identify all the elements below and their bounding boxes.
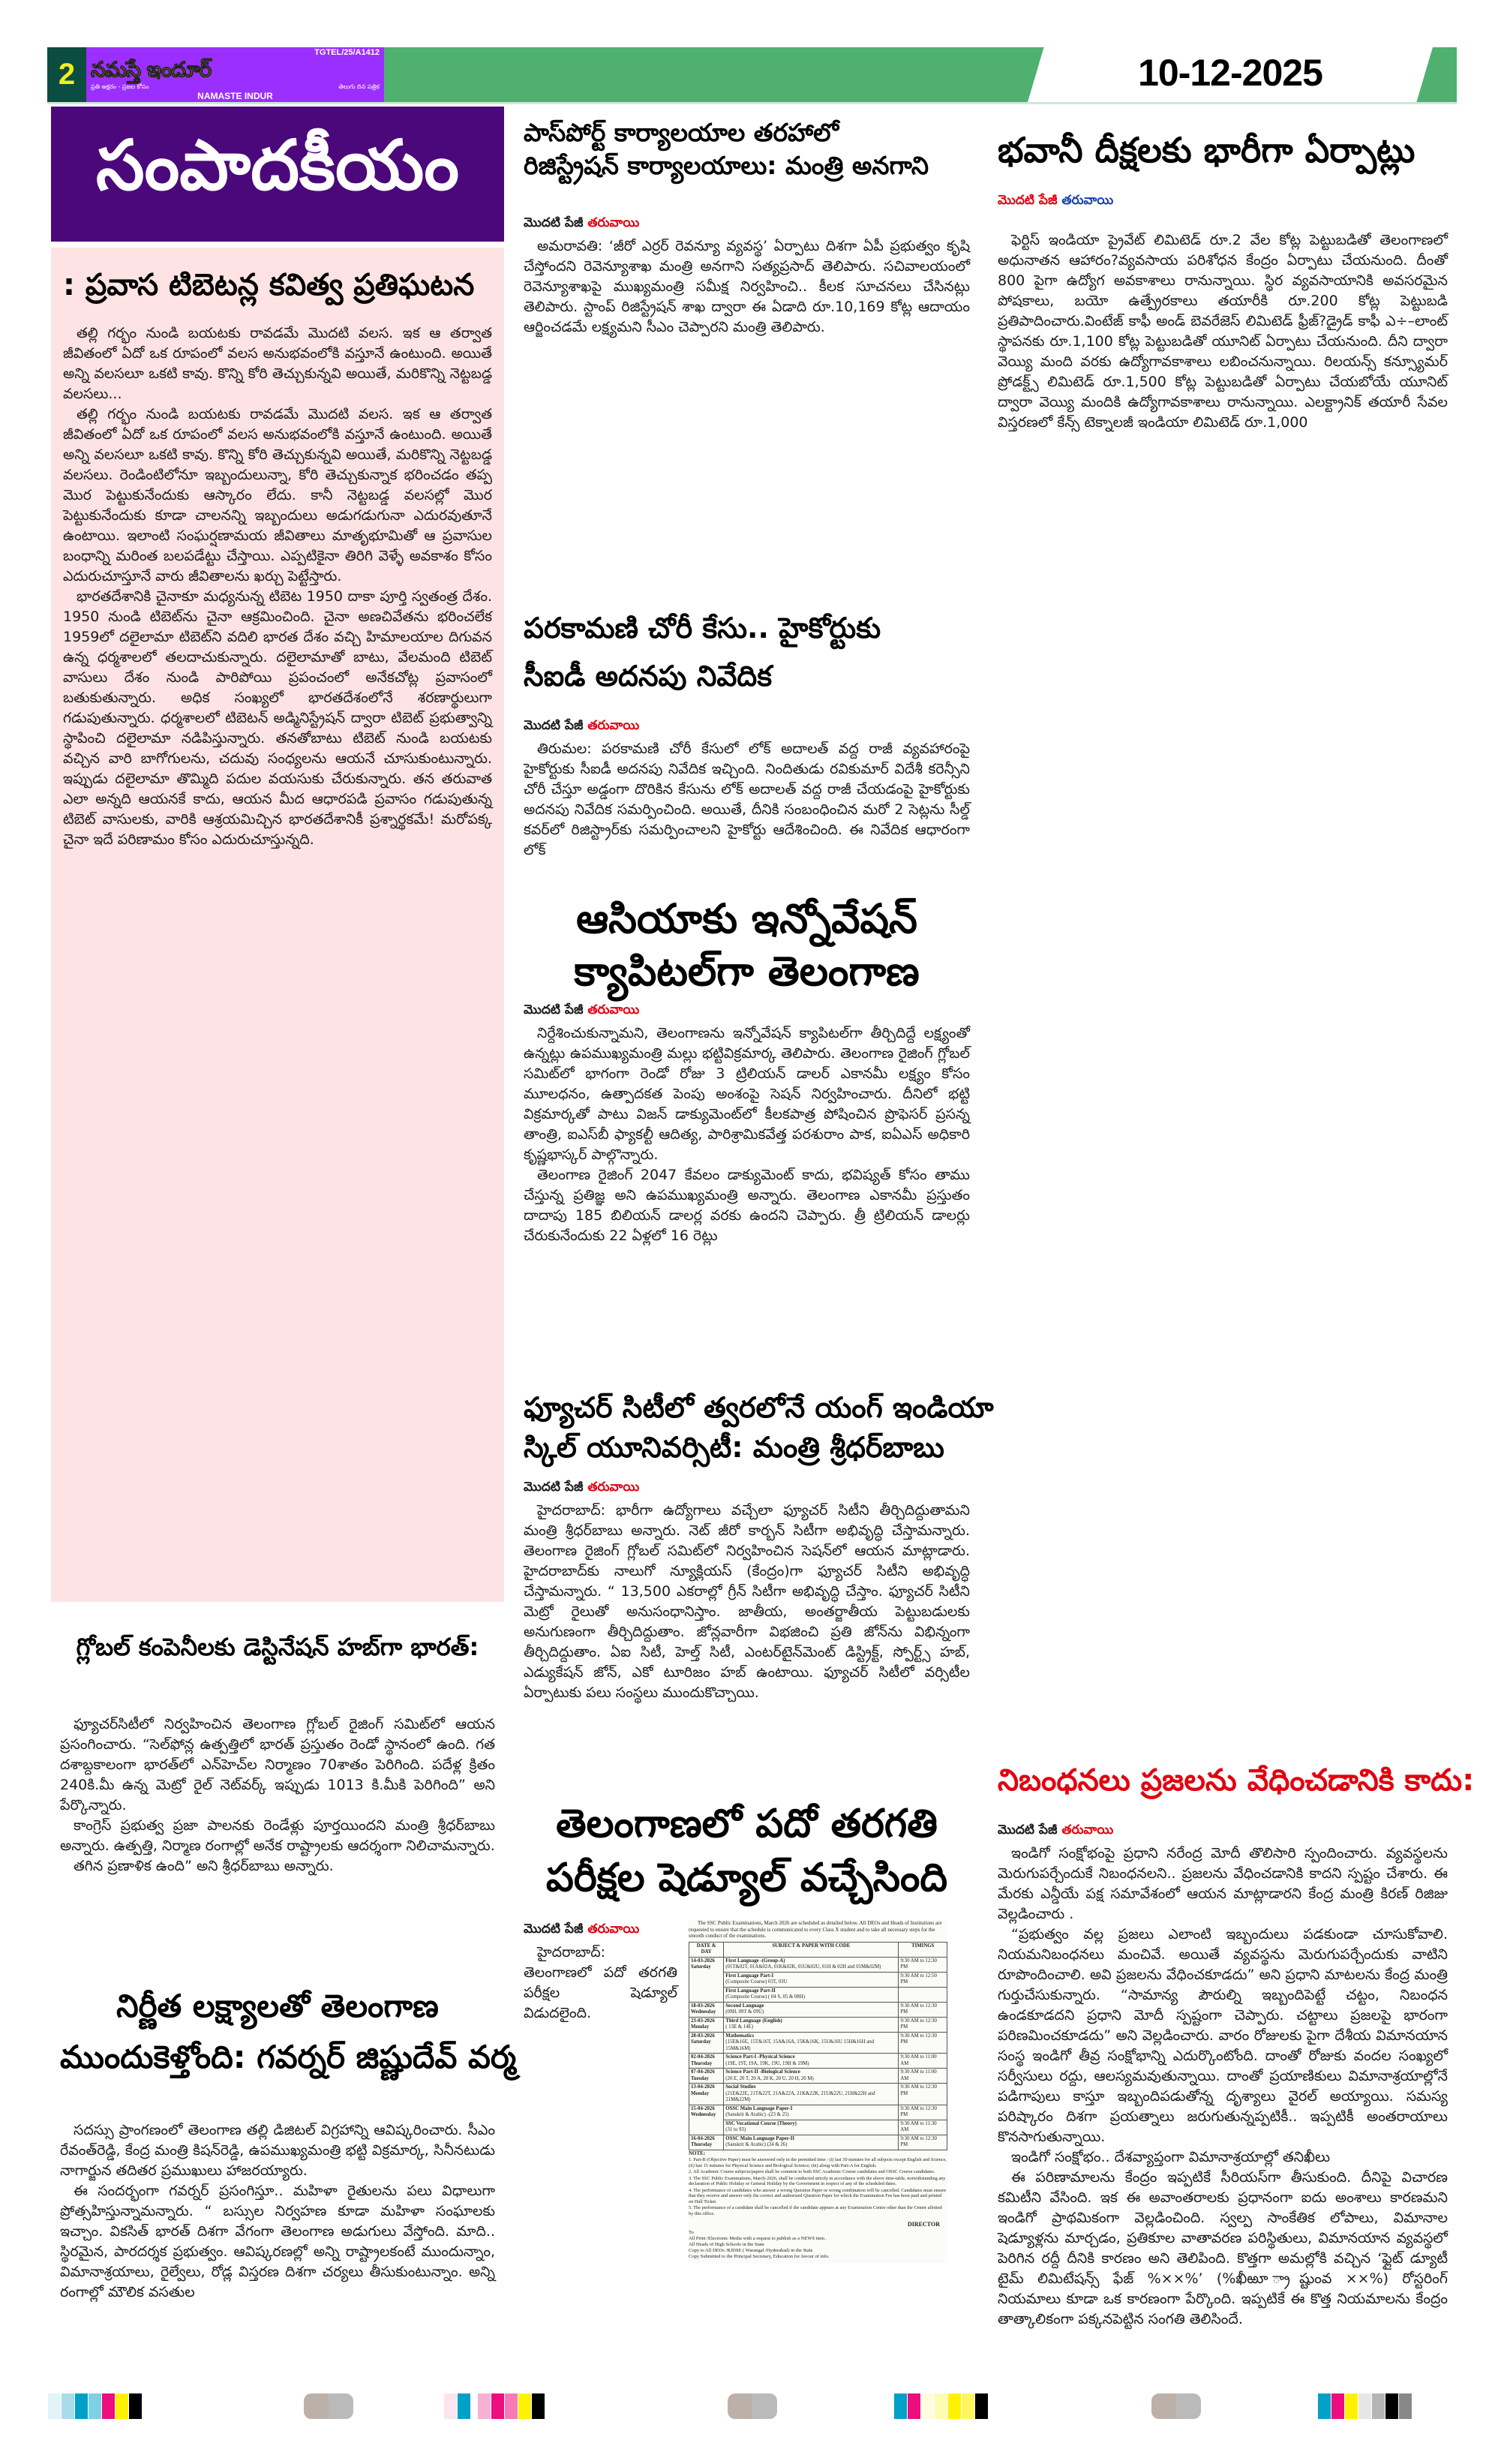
exam-day: Wednesday	[691, 2009, 716, 2015]
paragraph: ఫెర్టిస్ ఇండియా ప్రైవేట్ లిమిటెడ్ రూ.2 వేల కోట్ల పెట్టుబడితో తెలంగాణలో అధునాతన ఆహారం?వ్యవసాయ పరిశోధన కేంద్రం ఏర్పాటు చేయనుంది. దీంతో 800 పైగా ఉద్యోగ అవకాశాలు రానున్నాయి. స్థిర వ్యవసాయానికి అవసరమైన పోషకాలు, బయో ఉత్ప్రేరకాలు తయారీకి రూ.200 కోట్ల పెట్టుబడి ప్రతిపాదించారు.వింటేజ్ కాఫీ అండ్ బెవరేజెస్ లిమిటెడ్ ఫ్రీజ్?డ్రైడ్ కాఫీ ఎ÷–లాంట్ స్థాపనకు రూ.1,100 కోట్ల పెట్టుబడితో యూనిట్ ఏర్పాటు చేయనుంది. దీని ద్వారా వెయ్యి మంది వరకు ఉద్యోగావకాశాలు లబించనున్నాయి. రిలయన్స్ కన్స్యూమర్ ప్రోడక్ట్స్ లిమిటెడ్ రూ.1,500 కోట్ల పెట్టుబడితో ఏర్పాటు చేయబోయే యూనిట్ ద్వారా వెయ్యి మందికి ఉద్యోగావకాశాలు రానున్నాయి. ఎలక్ట్రానిక్ తయారీ సేవల విస్తరణలో కేన్స్ టెక్నాలజీ ఇండియా లిమిటెడ్ రూ.1,000	[998, 232, 1448, 431]
exam-schedule-table	[689, 1942, 947, 2150]
continued-tag	[524, 214, 970, 232]
exam-date: 13-04-2026	[691, 2084, 715, 2090]
exam-subject: OSSC Main Language Paper-I	[725, 2105, 793, 2111]
paragraph: “ప్రభుత్వం వల్ల ప్రజలు ఎలాంటి ఇబ్బందులు పడకుండా చూసుకోవాలి. నియమనిబంధనలు మంచివే. అయితే వ్యవస్థను మెరుగుపర్చేందుకు వాటిని రూపొందించాలి. అవి ప్రజలను వేధించకూడదు” అని ప్రధాని మాటలను కేంద్ర మంత్రి గుర్తుచేసుకున్నారు. “సామాన్య పౌరుల్ని ఇబ్బందిపెట్టే చట్టం, నిబంధన ఉండకూడదని ప్రధాని మోదీ స్పష్టంగా చెప్పారు. చట్టాలు ప్రజలపై భారంగా పరిణమించకూడదు” అని వెల్లడించారు. వారం రోజులకు పైగా దేశీయ విమానయాన సంస్థ ఇండిగో తీవ్ర సంక్షోభాన్ని ఎదుర్కొంటోంది. దాంతో రోజుకు వందల సంఖ్యలో సర్వీసులు రద్దు, ఆలస్యమవుతున్నాయి. దాంతో ప్రయాణికులు విమానాశ్రయాల్లోనే పడిగాపులు కాస్తూ ఇబ్బందిపడుతోన్న దృశ్యాలు వైరల్ అయ్యాయి. సమస్య పరిష్కారం దిశగా ప్రయత్నాలు జరుగుతున్నప్పటికీ.. ఇప్పటికీ అంతరాయాలు కొనసాగుతున్నాయి.	[998, 1926, 1448, 2145]
exam-date-cell	[689, 2032, 724, 2054]
exam-date: 16-04-2026	[691, 2135, 715, 2141]
paragraph: భారతదేశానికి చైనాకూ మధ్యనున్న టిబెట 1950 దాకా పూర్తి స్వతంత్ర దేశం. 1950 నుండి టిబెట్‌ను చైనా ఆక్రమించింది. చైనా అణచివేతను భరించలేక 1959లో దలైలామా టిబెట్‌ని వదిలి భారత దేశం వచ్చి హిమాలయాల దిగువన ఉన్న ధర్మశాలలో తలదాచుకున్నారు. దలైలామాతో బాటు, వేలమంది టిబెట్ వాసులు దేశం నుండి పారిపోయి ప్రపంచంలో అనేకచోట్ల ప్రవాసంలో బతుకుతున్నారు. అధిక సంఖ్యలో భారతదేశంలోనే శరణార్థులుగా గడుపుతున్నారు. ధర్మశాలలో టిబెటన్ అడ్మినిస్ట్రేషన్ ద్వారా టిబెట్ ప్రభుత్వాన్ని స్థాపించి దలైలామా నడిపిస్తున్నారు. తనతోబాటు టిబెట్ నుండి బయటకు వచ్చిన వారి బాగోగులను, చదువు సంధ్యలను ఆయనే చూసుకుంటున్నారు. ఇప్పుడు దలైలామా తొమ్మిది పదుల వయసుకు చేరుకున్నారు. తన తరువాత ఎలా అన్నది ఆయనకే కాదు, ఆయన మీద ఆధారపడి ప్రవాసం గడుపుతున్న టిబెట్ వాసులకు, వారికి ఆశ్రయమిచ్చిన భారతదేశానికీ ప్రశ్నార్థకమే! మరోపక్క చైనా ఇదే పరిణామం కోసం ఎదురుచూస్తున్నది.	[63, 588, 492, 848]
schedule-row	[689, 2017, 947, 2032]
continued-tag	[998, 191, 1448, 209]
paragraph: తిరుమల: పరకామణి చోరీ కేసులో లోక్ అదాలత్ వద్ద రాజీ వ్యవహారంపై హైకోర్టుకు సీఐడీ అదనపు నివేదిక ఇచ్చింది. నిందితుడు రవికుమార్ విదేశీ కరెన్సీని చోరీ చేస్తూ అడ్డంగా దొరికిన కేసును లోక్ అదాలత్ వద్ద రాజీ చేయడంపై హైకోర్టుకు అదనపు నివేదిక సమర్పించింది. అయితే, దీనికి సంబంధించిన మరో 2 సెట్లను సీల్డ్ కవర్‌లో రిజిస్ట్రార్‌కు సమర్పించాలని హైకోర్టు ఆదేశించింది. ఈ నివేదిక ఆధారంగా లోక్	[524, 741, 970, 858]
article-indigo-rules	[998, 1759, 1475, 2330]
exam-timing: 9:30 AM to 11:30 AM	[899, 2120, 947, 2135]
page-number: 2	[47, 47, 86, 102]
paragraph: కాంగ్రెస్ ప్రభుత్వ ప్రజా పాలనకు రెండేళ్లు పూర్తయిందని మంత్రి శ్రీధర్‌బాబు అన్నారు. ఉత్పత్తి, నిర్మాణ రంగాల్లో అనేక రాష్ట్రాలకు ఆదర్శంగా నిలిచామన్నారు.	[60, 1817, 495, 1854]
continued-from-label: మొదటి పేజీ	[524, 1002, 584, 1017]
exam-subject: Third Language (English)	[725, 2018, 782, 2024]
exam-date: 14-03-2026	[691, 1958, 715, 1964]
article-headline	[60, 1981, 517, 2083]
exam-date-cell	[689, 2054, 724, 2069]
headline-line: నిబంధనలు ప్రజలను వేధించడానికి కాదు:	[998, 1763, 1475, 1798]
headline-line: స్కిల్ యూనివర్సిటీ: మంత్రి శ్రీధర్‌బాబు	[524, 1431, 944, 1464]
distribution-list	[689, 2230, 947, 2260]
exam-date-cell	[689, 2017, 724, 2032]
schedule-row	[689, 2120, 947, 2135]
exam-subject-cell	[724, 2135, 899, 2150]
exam-subject: Social Studies	[725, 2084, 756, 2090]
exam-day: Saturday	[691, 1964, 711, 1970]
schedule-row	[689, 2105, 947, 2120]
exam-date: 15-04-2026	[691, 2105, 715, 2111]
column-middle	[524, 116, 994, 2263]
exam-code: (31 to 93)	[725, 2127, 746, 2132]
exam-subject: Science Part-I -Physical Science	[725, 2054, 795, 2060]
column-header: TIMINGS	[899, 1942, 947, 1957]
exam-timing: 9:30 AM to 12:30 PM	[899, 2002, 947, 2017]
exam-timing: 9:30 AM to 12:30 PM	[899, 2032, 947, 2054]
continued-suffix: తరువాయి	[587, 1922, 640, 1937]
exam-day: Monday	[691, 2024, 710, 2030]
headline-line: ముందుకెళ్తోంది: గవర్నర్ జిష్ణుదేవ్ వర్మ	[60, 2039, 517, 2075]
exam-day: Tuesday	[691, 2075, 709, 2081]
headline-line: ఆసియాకు ఇన్నోవేషన్	[576, 895, 917, 942]
exam-notes	[689, 2150, 947, 2217]
exam-subject: Mathematics	[725, 2033, 755, 2039]
color-registration-bar	[1318, 2393, 1412, 2419]
exam-subject-cell	[724, 1972, 899, 1987]
distribution-line: To	[689, 2230, 694, 2235]
article-body	[524, 1943, 677, 2024]
article-governor	[51, 1981, 517, 2303]
article-headline	[60, 1632, 495, 1662]
logo-subtitle: తెలుగు దిన పత్రిక	[338, 83, 380, 90]
exam-code: (09H, 09T & 09U)	[725, 2009, 764, 2015]
exam-code: (01T&02T, 01A&02A, 01K&02K, 01U&02U, 01H & 02H and 01M&02M)	[725, 1964, 881, 1970]
registration-mark	[728, 2393, 777, 2419]
article-body	[60, 1714, 495, 1877]
column-header: SUBJECT & PAPER WITH CODE	[724, 1942, 899, 1957]
color-registration-bar	[894, 2393, 988, 2419]
schedule-row	[689, 2002, 947, 2017]
continued-suffix: తరువాయి	[587, 215, 640, 230]
continued-from-label: మొదటి పేజీ	[524, 1480, 584, 1495]
continued-tag	[524, 1478, 970, 1496]
article-body	[524, 1023, 970, 1246]
exam-date-cell	[689, 2105, 724, 2135]
color-registration-bar	[444, 2393, 545, 2419]
article-innovation-capital	[524, 893, 970, 1388]
article-headline	[524, 893, 970, 998]
column-right	[998, 124, 1475, 2330]
exam-note: 5. The performance of a candidate shall be cancelled if the candidate appears at any Examination Centre other than the Centre allotted by this office.	[689, 2205, 942, 2216]
article-body	[524, 236, 970, 338]
schedule-row	[689, 1957, 947, 1972]
editorial-article	[51, 248, 504, 1602]
exam-intro: The SSC Public Examinations, March 2026 are scheduled as detailed below. All DEOs and Heads of Institutions are requested to ensure that the schedule is communicated to every Class X student and to take all necessary steps for the smooth conduct of the examinations.	[689, 1920, 942, 1939]
continued-from-label: మొదటి పేజీ	[524, 215, 584, 230]
exam-note: 2. All Academic Course subjects/papers shall be common to both SSC Academic Course candidates and OSSC Course candidates.	[689, 2169, 935, 2174]
exam-subject-cell	[724, 2084, 899, 2105]
paragraph: అమరావతి: ‘జీరో ఎర్రర్ రెవన్యూ వ్యవస్థ’ ఏర్పాటు దిశగా ఏపీ ప్రభుత్వం కృషి చేస్తోందని రెవెన్యూశాఖ మంత్రి అనగాని సత్యప్రసాద్ తెలిపారు. సచివాలయంలో రెవెన్యూశాఖపై ముఖ్యమంత్రి సమీక్ష నిర్వహించి.. కీలక సూచనలు చేసినట్లు తెలిపారు. స్టాంప్ రిజిస్ట్రేషన్ శాఖ ద్వారా ఈ ఏడాది రూ.10,169 కోట్ల ఆదాయం ఆర్జించడమే లక్ష్యమని సీఎం చెప్పారని మంత్రి తెలిపారు.	[524, 238, 970, 335]
article-headline	[524, 604, 970, 700]
article-headline	[524, 116, 970, 182]
article-headline	[998, 124, 1448, 176]
color-registration-bar	[48, 2393, 142, 2419]
paragraph: ఈ సందర్భంగా గవర్నర్ ప్రసంగిస్తూ.. మహిళా రైతులను పలు విధాలుగా ప్రోత్సహిస్తున్నామన్నారు. “ బస్సుల నిర్వహణ కూడా మహిళా సంఘాలకు ఇచ్చాం. వికసిత్ భారత్ దిశగా వేగంగా తెలంగాణ అడుగులు వేస్తోంది. మాది.. స్థిరమైన, పారదర్శక ప్రభుత్వం. ఆవిష్కరణల్లో అన్ని రాష్ట్రాలకంటే ముందున్నాం, విమానాశ్రయాలు, రైల్వేలు, రోడ్ల విస్తరణ దిశగా చర్యలు తీసుకుంటున్నాం. అన్ని రంగాల్లో మౌలిక వసతుల	[60, 2183, 495, 2300]
headline-line: ఫ్యూచర్ సిటీలో త్వరలోనే యంగ్ ఇండియా	[524, 1391, 994, 1424]
article-parakamani-case	[524, 604, 970, 893]
exam-code: (Composite Course) 03T, 03U	[725, 1979, 788, 1985]
exam-subject-cell	[724, 2017, 899, 2032]
exam-code: (19E, 19T, 19A, 19K, 19U, 19H & 19M)	[725, 2060, 809, 2066]
schedule-row	[689, 2084, 947, 2105]
continued-from-label: మొదటి పేజీ	[998, 193, 1058, 208]
paragraph: ఫ్యూచర్‌సిటీలో నిర్వహించిన తెలంగాణ గ్లోబల్ రైజింగ్ సమిట్‌లో ఆయన ప్రసంగించారు. “సెల్‌ఫోన్ల ఉత్పత్తిలో భారత్ ప్రస్తుతం రెండో స్థానంలో ఉంది. గత దశాబ్దకాలంగా భారత్‌లో ఎన్‌హెచ్‌ల నిర్మాణం 70శాతం పెరిగింది. పదేళ్ల క్రితం 240కి.మీ ఉన్న మెట్రో రైల్ నెట్‌వర్క్ ఇప్పుడు 1013 కి.మీకి పెరిగింది” అని పేర్కొన్నారు.	[60, 1716, 495, 1813]
headline-line: క్యాపిటల్‌గా తెలంగాణ	[574, 948, 920, 995]
article-body	[524, 739, 970, 861]
paragraph: ఈ పరిణామాలను కేంద్రం ఇప్పటికే సీరియస్‌గా తీసుకుంది. దీనిపై విచారణ కమిటీని వేసింది. ఇక ఈ అవాంతరాలకు ప్రధానంగా ఐదు అంశాలు కారణమని ఇండిగో ప్రాథమికంగా వెల్లడించింది. స్వల్ప సాంకేతిక లోపాలు, విమానాల షెడ్యూళ్లను మార్చడం, ప్రతికూల వాతావరణ పరిస్థితులు, విమానయాన వ్యవస్థలో పెరిగిన రద్దీ దీనికి కారణం అని తెలిపింది. కొత్తగా అమల్లోకి వచ్చిన ‘ఫ్లైట్ డ్యూటీ టైమ్ లిమిటేషన్స్ ఫేజ్ %××%’ (%ఖీఱూ ్రాష్టుంవ ××%) రోస్టరింగ్ నియమాలు కూడా ఒక కారణంగా పేర్కొంది. ఇప్పటికే ఈ కొత్త నియమాలను కేంద్రం తాత్కాలికంగా పక్కనపెట్టిన సంగతి తెలిసిందే.	[998, 2169, 1448, 2327]
paragraph: తల్లి గర్భం నుండి బయటకు రావడమే మొదటి వలస. ఇక ఆ తర్వాత జీవితంలో ఏదో ఒక రూపంలో వలస అనుభవంలోకి వస్తూనే ఉంటుంది. అయితే అన్ని వలసలూ ఒకటి కావు. కొన్ని కోరి తెచ్చుకున్నవి అయితే, మరికొన్ని నెట్టబడ్డ వలసలు. రెండింటిలోనూ ఇబ్బందులున్నా, కోరి తెచ్చుకున్నాక భరించడం తప్ప మొర పెట్టుకునేందుకు ఆస్కారం లేదు. కానీ నెట్టబడ్డ వలసల్లో మొర పెట్టుకునేందుకు కూడా చాలనన్ని ఇబ్బందులు అడుగడుగునా ఎదురవుతూనే ఉంటాయి. ఇలాంటి సంఘర్షణామయ జీవితాలు మాతృభూమితో ఆ ప్రవాసుల బంధాన్ని మరింత బలపడేట్టు చేస్తాయి. ఎప్పటికైనా తిరిగి వెళ్ళే అవకాశం కోసం ఎదురుచూస్తూనే వారు జీవితాలను ఖర్చు పెట్టేస్తారు.	[63, 406, 492, 584]
article-headline	[998, 1759, 1475, 1801]
article-passport-offices	[524, 116, 970, 604]
exam-subject-cell	[724, 2054, 899, 2069]
exam-subject-cell	[724, 1957, 899, 1972]
distribution-line: Copy to All DEOs /RJDSE ( Warangal /Hyderabad) in the State	[689, 2248, 813, 2253]
continued-suffix: తరువాయి	[587, 1002, 640, 1017]
exam-note: 3. The SSC Public Examinations, March-2026, shall be conducted strictly in accordance with the above time-table, notwithstanding any declaration of Public Holiday or General Holiday by the Government in respect of any of the scheduled dates.	[689, 2175, 946, 2186]
column-left	[51, 107, 517, 2303]
exam-day: Thursday	[691, 2142, 713, 2147]
paragraph: హైదరాబాద్: తెలంగాణలో పదో తరగతి పరీక్షల షెడ్యూల్ విడుదలైంది.	[524, 1944, 677, 2021]
exam-subject-cell	[724, 2069, 899, 2084]
headline-line: గ్లోబల్ కంపెనీలకు డెస్టినేషన్ హబ్‌గా భారత్:	[76, 1633, 479, 1661]
exam-day: Monday	[691, 2090, 710, 2096]
exam-code: (20 E, 20 T, 20 A, 20 K, 20 U, 20 H, 20 M)	[725, 2075, 814, 2081]
headline-line: నిర్ణీత లక్ష్యాలతో తెలంగాణ	[116, 1988, 439, 2024]
schedule-row	[689, 1987, 947, 2002]
exam-timing: 9:30 AM to 12:30 PM	[899, 2084, 947, 2105]
exam-code: (15E&16E, 15T&16T, 15A&16A, 15K&16K, 15U&16U 15H&16H and 15M&16M)	[725, 2039, 875, 2051]
issue-date: 10-12-2025	[1138, 52, 1322, 94]
article-bhavani-deeksha	[998, 124, 1448, 1759]
paragraph: తల్లి గర్భం నుండి బయటకు రావడమే మొదటి వలస. ఇక ఆ తర్వాత జీవితంలో ఏదో ఒక రూపంలో వలస అనుభవంలోకి వస్తూనే ఉంటుంది. అయితే అన్ని వలసలూ ఒకటి కావు. కొన్ని కోరి తెచ్చుకున్నవి అయితే, మరికొన్ని నెట్టబడ్డ వలసలు...	[63, 325, 492, 402]
exam-date-cell	[689, 2002, 724, 2017]
paragraph: తగిన ప్రణాళిక ఉంది” అని శ్రీధర్‌బాబు అన్నారు.	[74, 1858, 334, 1874]
exam-timing: 9:30 AM to 11:00 AM	[899, 2069, 947, 2084]
logo-tagline: ప్రతి అక్షరం - ప్రజల కోసం	[91, 83, 149, 90]
schedule-row	[689, 2054, 947, 2069]
continued-suffix: తరువాయి	[1061, 193, 1114, 208]
exam-timing: 9:30 AM to 12:30 PM	[899, 2135, 947, 2150]
logo-title: నమస్తే ఇందూర్	[91, 57, 212, 82]
schedule-row	[689, 2135, 947, 2150]
exam-timing	[899, 1987, 947, 2002]
exam-subject-cell	[724, 1987, 899, 2002]
article-body	[60, 2120, 495, 2303]
exam-date: 28-03-2026	[691, 2033, 715, 2039]
paragraph: హైదరాబాద్: భారీగా ఉద్యోగాలు వచ్చేలా ఫ్యూచర్ సిటీని తీర్చిదిద్దుతామని మంత్రి శ్రీధర్‌బాబు అన్నారు. నెట్ జీరో కార్బన్ సిటీగా అభివృద్ధి చేస్తామన్నారు. తెలంగాణ రైజింగ్ గ్లోబల్ సమిట్‌లో నిర్వహించిన సెషన్‌లో ఆయన మాట్లాడారు. హైదరాబాద్‌కు నాలుగో న్యూక్లియస్ (కేంద్రం)గా ఫ్యూచర్ సిటీని అభివృద్ధి చేస్తామన్నారు. “ 13,500 ఎకరాల్లో గ్రీన్ సిటీగా అభివృద్ధి చేస్తాం. ఫ్యూచర్ సిటీని మెట్రో రైలుతో అనుసంధానిస్తాం. జాతీయ, అంతర్జాతీయ పెట్టుబడులకు అనుగుణంగా తీర్చిదిద్దుతాం. జోన్లవారీగా విభజించి ప్రతి జోన్‌ను విభిన్నంగా తీర్చిదిద్దుతాం. ఏఐ సిటీ, హెల్త్ సిటీ, ఎంటర్‌టైన్‌మెంట్ డిస్ట్రిక్ట్, స్పోర్ట్స్ హబ్, ఎడ్యుకేషన్ జోన్, ఎకో టూరిజం హబ్ ఉంటాయి. ఫ్యూచర్ సిటీలో వర్సిటీల ఏర్పాటుకు పలు సంస్థలు ముందుకొచ్చాయి.	[524, 1502, 970, 1701]
exam-timing: 9:30 AM to 12:50 PM	[899, 1972, 947, 1987]
exam-timing: 9:30 AM to 12:30 PM	[899, 1957, 947, 1972]
paragraph: నిర్దేశించుకున్నామని, తెలంగాణను ఇన్నోవేషన్ క్యాపిటల్‌గా తీర్చిదిద్దే లక్ష్యంతో ఉన్నట్లు ఉపముఖ్యమంత్రి మల్లు భట్టివిక్రమార్క తెలిపారు. తెలంగాణ రైజింగ్ గ్లోబల్ సమిట్‌లో భాగంగా రెండో రోజు 3 ట్రిలియన్ డాలర్ ఎకానమీ లక్ష్యం కోసం మూలధనం, ఉత్పాదకత పెంపు అంశంపై సెషన్ నిర్వహించారు. దీనిలో భట్టి విక్రమార్కతో పాటు విజన్ డాక్యుమెంట్‌లో కీలకపాత్ర పోషించిన ప్రొఫెసర్ ప్రసన్న తాంత్రి, ఐఎస్‌బీ ఫ్యాకల్టీ ఆదిత్య, పారిశ్రామికవేత్త పరశురాం పాక, ఐఏఎస్ అధికారి కృష్ణభాస్కర్ పాల్గొన్నారు.	[524, 1025, 970, 1163]
exam-subject: Science Part-II -Biological Science	[725, 2069, 800, 2075]
continued-tag	[998, 1821, 1448, 1839]
continued-suffix: తరువాయి	[1061, 1822, 1114, 1837]
paragraph: సదస్సు ప్రాంగణంలో తెలంగాణ తల్లి డిజిటల్ విగ్రహాన్ని ఆవిష్కరించారు. సీఎం రేవంత్‌రెడ్డి, కేంద్ర మంత్రి కిషన్‌రెడ్డి, ఉపముఖ్యమంత్రి భట్టి విక్రమార్క, సినీనటుడు నాగార్జున తదితర ప్రముఖులు హాజరయ్యారు.	[60, 2122, 495, 2179]
continued-tag	[524, 1001, 970, 1019]
masthead-logo	[86, 47, 384, 102]
schedule-row	[689, 2032, 947, 2054]
article-global-companies	[51, 1602, 504, 1981]
logo-english-name: NAMASTE INDUR	[197, 91, 273, 101]
exam-date: 23-03-2026	[691, 2018, 715, 2024]
exam-date: 07-04-2026	[691, 2069, 715, 2075]
exam-note: 4. The performance of candidates who answer a wrong Question Paper or wrong combination will be cancelled. Candidates must ensure that they receive and answer only the correct and authorized Question Paper for which the Examination Fee has been paid and printed on Hall Ticket.	[689, 2187, 947, 2204]
exam-date-cell	[689, 1957, 724, 2002]
paragraph: తెలంగాణ రైజింగ్ 2047 కేవలం డాక్యుమెంట్ కాదు, భవిష్యత్ కోసం తాము చేస్తున్న ప్రతిజ్ఞ అని ఉపముఖ్యమంత్రి అన్నారు. తెలంగాణ ఎకానమీ ప్రస్తుతం దాదాపు 185 బిలియన్ డాలర్ల వరకు ఉందని చెప్పారు. త్రీ ట్రిలియన్ డాలర్లు చేరుకునేందుకు 22 ఏళ్లలో 16 రెట్లు	[524, 1167, 970, 1244]
exam-subject: SSC Vocational Course (Theory)	[725, 2120, 797, 2126]
headline-line: పరకామణి చోరీ కేసు.. హైకోర్టుకు	[524, 611, 881, 645]
exam-subject: First Language Part-I	[725, 1973, 774, 1979]
exam-timing: 9:30 AM to 12:30 PM	[899, 2017, 947, 2032]
exam-subject: First Language -(Group-A)	[725, 1958, 785, 1964]
article-body	[524, 1501, 970, 1703]
headline-line: తెలంగాణలో పదో తరగతి	[556, 1801, 938, 1846]
distribution-line: All Print /Electronic Media with a request to publish as a NEWS item .	[689, 2236, 827, 2241]
exam-date: 18-03-2026	[691, 2003, 715, 2009]
signatory: DIRECTOR	[908, 2221, 940, 2228]
distribution-line: All Heads of High Schools in the State	[689, 2242, 764, 2247]
article-ssc-schedule	[524, 1797, 970, 2263]
editorial-body	[63, 323, 492, 850]
headline-line: పరీక్షల షెడ్యూల్ వచ్చేసింది	[545, 1856, 948, 1901]
registration-mark	[1151, 2393, 1201, 2419]
article-headline	[524, 1388, 994, 1468]
article-skill-university	[524, 1388, 994, 1797]
continued-tag	[524, 1920, 677, 1938]
paragraph: ఇండిగో సంక్షోభం.. దేశవ్యాప్తంగా విమానాశ్రయాల్లో తనిఖీలు	[1011, 2149, 1331, 2165]
exam-date-cell	[689, 2069, 724, 2084]
continued-suffix: తరువాయి	[587, 718, 640, 733]
headline-line: భవానీ దీక్షలకు భారీగా ఏర్పాట్లు	[998, 130, 1415, 170]
exam-subject: First Language Part-II	[725, 1988, 776, 1994]
column-header: DATE & DAY	[689, 1942, 724, 1957]
exam-date: 02-04-2026	[691, 2054, 715, 2060]
continued-from-label: మొదటి పేజీ	[998, 1822, 1058, 1837]
headline-line: సీఐడీ అదనపు నివేదిక	[524, 660, 773, 693]
exam-subject: Second Language	[725, 2003, 764, 2009]
exam-code: (21E&22E, 21T&22T, 21A&22A, 21K&22K, 21U&22U, 21H&22H and 21M&22M)	[725, 2090, 875, 2102]
exam-code: (Composite Course) ( 04 S, 05 & 08H)	[725, 1994, 806, 2000]
continued-from-label: మొదటి పేజీ	[524, 1922, 584, 1937]
exam-code: ( 13E & 14E)	[725, 2024, 754, 2030]
continued-tag	[524, 717, 970, 735]
exam-date-cell	[689, 2084, 724, 2105]
exam-day: Wednesday	[691, 2112, 716, 2117]
distribution-line: Copy Submitted to the Principal Secretary, Education for favour of info.	[689, 2254, 830, 2259]
headline-line: రిజిస్ట్రేషన్ కార్యాలయాలు: మంత్రి అనగాని	[524, 151, 929, 180]
exam-subject-cell	[724, 2120, 899, 2135]
exam-timing: 9:30 AM to 12:30 PM	[899, 2105, 947, 2120]
continued-from-label: మొదటి పేజీ	[524, 718, 584, 733]
header-divider	[47, 102, 1457, 104]
exam-note: 1. Part-B (Objective Paper) must be answered only in the permitted time : (i) last 30 minutes for all subjects except English and Science, (ii) last 15 minutes for Physical Science and Biological Science; (iii) along with Part-A for English.	[689, 2157, 947, 2168]
article-body	[998, 1843, 1448, 2330]
exam-schedule-image	[689, 1920, 947, 2263]
registration-mark	[304, 2393, 353, 2419]
continued-suffix: తరువాయి	[587, 1480, 640, 1495]
schedule-row	[689, 2069, 947, 2084]
article-headline	[524, 1797, 970, 1905]
schedule-row	[689, 1972, 947, 1987]
article-body	[998, 230, 1448, 433]
exam-subject: OSSC Main Language Paper-II	[725, 2135, 794, 2141]
editorial-headline: : ప్రవాస టిబెటన్ల కవిత్వ ప్రతిఘటన	[63, 268, 475, 302]
headline-line: పాస్‌పోర్ట్ కార్యాలయాల తరహాలో	[524, 118, 839, 147]
exam-day: Thursday	[691, 2060, 713, 2066]
exam-subject-cell	[724, 2002, 899, 2017]
exam-subject-cell	[724, 2105, 899, 2120]
paragraph: ఇండిగో సంక్షోభంపై ప్రధాని నరేంద్ర మోదీ తొలిసారి స్పందించారు. వ్యవస్థలను మెరుగుపర్చేందుకే నిబంధనలని.. ప్రజలను వేధించడానికి కాదని స్పష్టం చేశారు. ఈ మేరకు ఎన్డీయే పక్ష సమావేశంలో ఆయన మాట్లాడారని కేంద్ర మంత్రి కిరణ్ రిజిజు వెల్లడించారు .	[998, 1845, 1448, 1922]
exam-code: (Sanskrit & Arabic) (24 & 26)	[725, 2142, 788, 2147]
registration-number: TGTEL/25/A1412	[314, 48, 380, 57]
exam-subject-cell	[724, 2032, 899, 2054]
exam-date-cell	[689, 2135, 724, 2150]
editorial-section-title: సంపాదకీయం	[51, 107, 504, 242]
exam-timing: 9:30 AM to 11:00 AM	[899, 2054, 947, 2069]
exam-day: Saturday	[691, 2039, 711, 2045]
exam-code: (Sanskrit & Arabic) -(23 & 25)	[725, 2112, 789, 2117]
notes-title: NOTE:	[689, 2150, 706, 2156]
